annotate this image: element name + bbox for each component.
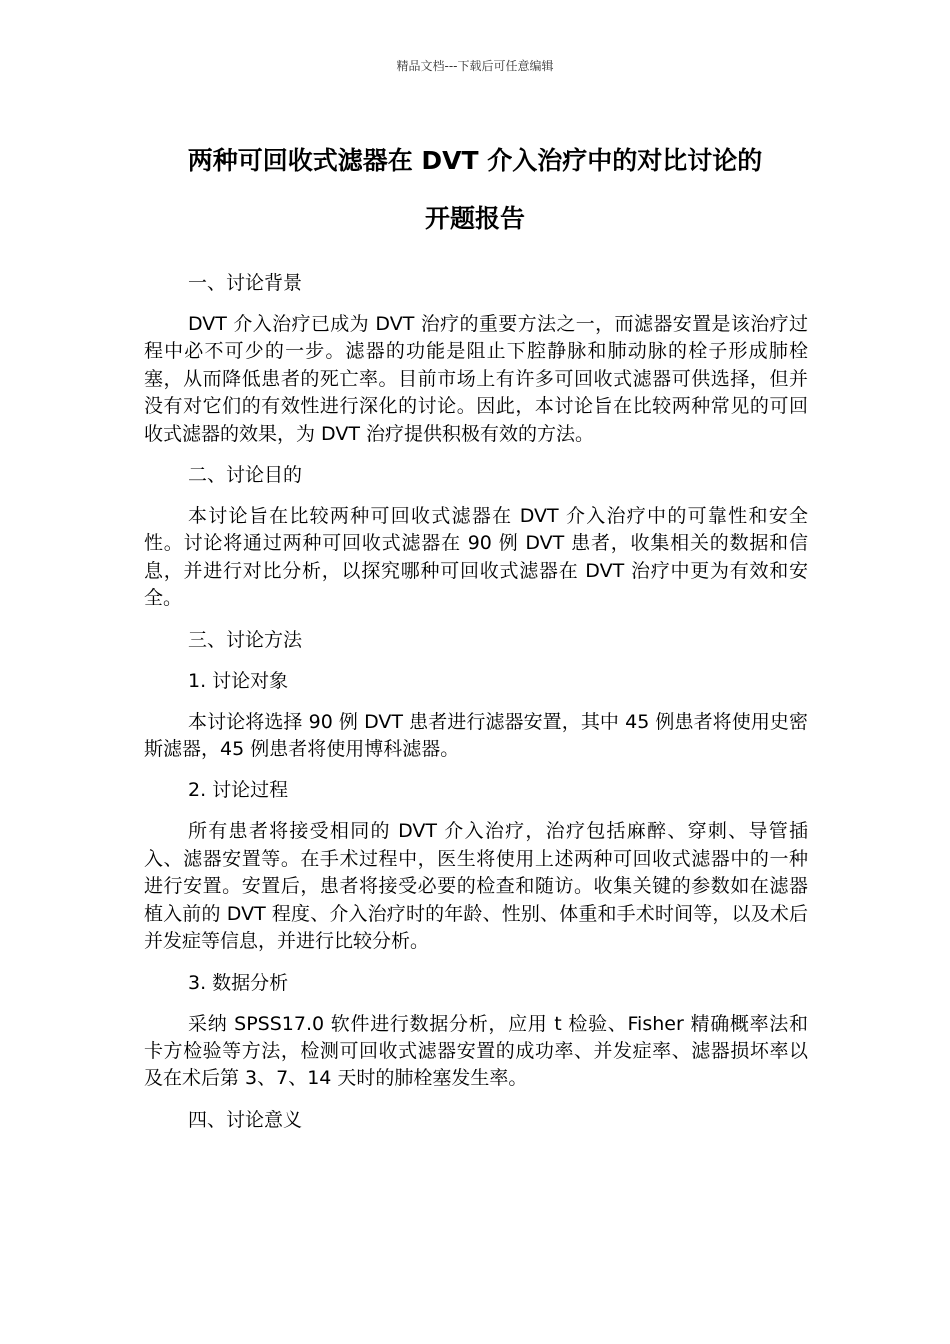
section-heading-method: 三、讨论方法 xyxy=(188,628,303,651)
section-heading-background: 一、讨论背景 xyxy=(188,272,303,294)
subheading-data-analysis: 3. 数据分析 xyxy=(188,971,289,994)
title-line-1: 两种可回收式滤器在 DVT 介入治疗中的对比讨论的 xyxy=(187,146,763,175)
header-watermark: 精品文档---下载后可任意编辑 xyxy=(396,59,554,73)
document-title xyxy=(140,132,810,248)
title-line-2: 开题报告 xyxy=(424,204,525,233)
paragraph-process: 所有患者将接受相同的 DVT 介入治疗，治疗包括麻醉、穿刺、导管插入、滤器安置等。在手术过程中，医生将使用上述两种可回收式滤器中的一种进行安置。安置后，患者将接受必要的检查和随访。收集关键的参数如在滤器植入前的 DVT 程度、介入治疗时的年龄、性别、体重和手术时间等，以及术后并发症等信息，并进行比较分析。 xyxy=(144,820,808,953)
subheading-process: 2. 讨论过程 xyxy=(188,779,289,802)
paragraph-purpose: 本讨论旨在比较两种可回收式滤器在 DVT 介入治疗中的可靠性和安全性。讨论将通过两种可回收式滤器在 90 例 DVT 患者，收集相关的数据和信息，并进行对比分析，以探究哪种可回收式滤器在 DVT 治疗中更为有效和安全。 xyxy=(144,505,808,610)
section-heading-significance: 四、讨论意义 xyxy=(188,1108,303,1131)
document-body xyxy=(144,270,808,1148)
subheading-subjects: 1. 讨论对象 xyxy=(188,669,289,692)
paragraph-subjects: 本讨论将选择 90 例 DVT 患者进行滤器安置，其中 45 例患者将使用史密斯滤器，45 例患者将使用博科滤器。 xyxy=(144,710,808,761)
paragraph-background: DVT 介入治疗已成为 DVT 治疗的重要方法之一，而滤器安置是该治疗过程中必不可少的一步。滤器的功能是阻止下腔静脉和肺动脉的栓子形成肺栓塞，从而降低患者的死亡率。目前市场上有许多可回收式滤器可供选择，但并没有对它们的有效性进行深化的讨论。因此，本讨论旨在比较两种常见的可回收式滤器的效果，为 DVT 治疗提供积极有效的方法。 xyxy=(144,313,808,445)
paragraph-data-analysis: 采纳 SPSS17.0 软件进行数据分析，应用 t 检验、Fisher 精确概率法和卡方检验等方法，检测可回收式滤器安置的成功率、并发症率、滤器损坏率以及在术后第 3、7、14 天时的肺栓塞发生率。 xyxy=(144,1012,808,1090)
section-heading-purpose: 二、讨论目的 xyxy=(188,464,303,487)
